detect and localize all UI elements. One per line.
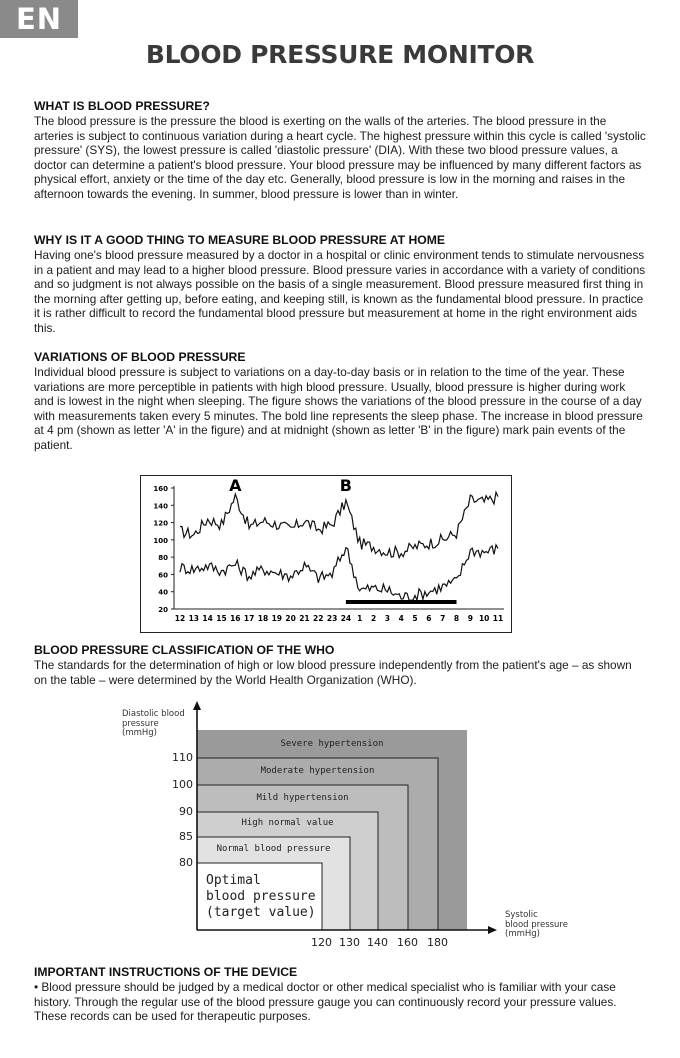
x-tick-label: 14	[202, 614, 213, 623]
y-tick-label: 20	[158, 606, 168, 614]
x-tick-label: 1	[357, 614, 363, 623]
x-tick-label: 19	[271, 614, 283, 623]
x-caption-line: blood pressure	[505, 919, 568, 930]
x-tick-label: 5	[412, 614, 418, 623]
section-body: • Blood pressure should be judged by a medical doctor or other medical specialist who is familiar with your case history. Through the regular use of the blood pressure gauge you can continuously record your pressure values. These records can be used for therapeutic purposes.	[34, 980, 617, 1024]
x-tick-label: 4	[398, 614, 404, 623]
y-caption-line: Diastolic blood	[122, 709, 185, 719]
x-axis-caption	[505, 911, 568, 940]
optimal-label	[206, 873, 316, 921]
event-marker-B: B	[339, 476, 353, 495]
y-tick-label: 100	[153, 536, 168, 545]
who-x-tick-label: 130	[339, 936, 360, 949]
y-tick-label: 40	[158, 588, 168, 597]
x-caption-line: (mmHg)	[505, 929, 540, 939]
who-y-tick-label: 85	[179, 830, 193, 843]
who-x-tick-label: 140	[367, 936, 388, 949]
x-tick-label: 15	[216, 614, 227, 623]
optimal-label-line: (target value)	[206, 905, 316, 920]
x-tick-label: 10	[478, 614, 490, 623]
section-heading: VARIATIONS OF BLOOD PRESSURE	[34, 350, 246, 364]
daily-bp-chart-svg	[140, 475, 512, 633]
x-axis-arrow	[488, 926, 497, 934]
y-tick-label: 80	[158, 554, 168, 563]
x-tick-label: 6	[426, 614, 432, 623]
y-caption-line: (mmHg)	[122, 728, 157, 738]
y-tick-label: 120	[153, 519, 168, 528]
event-marker-A: A	[229, 476, 242, 495]
section-heading: BLOOD PRESSURE CLASSIFICATION OF THE WHO	[34, 643, 335, 657]
x-tick-label: 17	[243, 614, 255, 623]
section-heading: IMPORTANT INSTRUCTIONS OF THE DEVICE	[34, 965, 298, 979]
x-tick-label: 22	[313, 614, 324, 623]
who-x-tick-label: 120	[311, 936, 332, 949]
who-band-label: High normal value	[241, 818, 334, 828]
who-classification-chart	[115, 700, 600, 950]
y-axis-arrow	[193, 701, 201, 710]
x-tick-label: 7	[440, 614, 446, 623]
x-tick-label: 20	[285, 614, 296, 623]
section-heading: WHAT IS BLOOD PRESSURE?	[34, 99, 210, 113]
x-tick-label: 3	[384, 614, 391, 623]
who-band-label: Moderate hypertension	[260, 766, 375, 776]
section-what-is-bp	[34, 99, 646, 202]
who-y-tick-label: 80	[179, 856, 193, 869]
who-band-label: Severe hypertension	[280, 739, 384, 749]
who-x-tick-label: 180	[427, 936, 448, 949]
who-y-tick-label: 100	[172, 778, 193, 791]
who-x-tick-label: 160	[397, 936, 418, 949]
section-body: The blood pressure is the pressure the blood is exerting on the walls of the arteries. The blood pressure in the arteries is subject to continuous variation during a heart cycle. The highest pressure within this cycle is called 'systolic pressure' (SYS), the lowest pressure is called 'diastolic pressure' (DIA). With these two blood pressure values, a doctor can determine a patient's blood pressure. Your blood pressure may be influenced by many different factors as physical effort, anxiety or the time of the day etc. Generally, blood pressure is low in the morning and raises in the afternoon towards the evening. In summer, blood pressure is lower than in winter.	[34, 114, 646, 201]
section-body: The standards for the determination of high or low blood pressure independently from the patient's age – as shown on the table – were determined by the World Health Organization (WHO).	[34, 658, 632, 687]
section-variations	[34, 350, 646, 453]
x-tick-label: 18	[257, 614, 269, 623]
section-important-instructions	[34, 965, 646, 1024]
y-tick-label: 60	[158, 571, 168, 580]
x-tick-label: 2	[370, 614, 377, 623]
section-who-classification	[34, 643, 646, 687]
y-axis-caption	[122, 710, 185, 739]
section-body: Individual blood pressure is subject to variations on a day-to-day basis or in relation to the time of the year. These variations are more perceptible in patients with high blood pressure. Usually, blood pressure is higher during work and is lowest in the night when sleeping. The figure shows the variations of the blood pressure in the course of a day with measurements taken every 5 minutes. The bold line represents the sleep phase. The increase in blood pressure at 4 pm (shown as letter 'A' in the figure) and at midnight (shown as letter 'B' in the figure) mark pain events of the patient.	[34, 365, 643, 452]
optimal-label-line: blood pressure	[206, 889, 316, 904]
x-tick-label: 12	[174, 614, 186, 623]
x-tick-label: 21	[299, 614, 310, 623]
y-tick-label: 140	[153, 502, 168, 511]
x-tick-label: 8	[453, 614, 460, 623]
who-y-tick-label: 110	[172, 751, 193, 764]
language-tab: EN	[0, 0, 78, 38]
y-tick-label: 160	[153, 485, 168, 493]
section-why-measure-home	[34, 233, 646, 336]
x-tick-label: 23	[326, 614, 338, 623]
x-caption-line: Systolic	[505, 910, 538, 920]
x-tick-label: 24	[340, 614, 352, 623]
x-tick-label: 9	[467, 614, 473, 623]
daily-bp-chart	[140, 475, 512, 633]
section-body: Having one's blood pressure measured by a doctor in a hospital or clinic environment tends to stimulate nervousness in a patient and may lead to a higher blood pressure. Blood pressure varies in accordance with a variety of conditions and so judgment is not always possible on the basis of a single measurement. Blood pressure measured first thing in the morning after getting up, before eating, and keeping still, is known as the fundamental blood pressure. In practice it is rather difficult to record the fundamental blood pressure but measurement at home in the right environment aids this.	[34, 248, 646, 335]
optimal-label-line: Optimal	[206, 873, 261, 888]
who-band-label: Normal blood pressure	[216, 844, 331, 854]
y-caption-line: pressure	[122, 718, 159, 729]
x-tick-label: 11	[492, 614, 504, 623]
section-heading: WHY IS IT A GOOD THING TO MEASURE BLOOD PRESSURE AT HOME	[34, 233, 446, 247]
x-tick-label: 16	[230, 614, 241, 623]
x-tick-label: 13	[188, 614, 200, 623]
page-title: BLOOD PRESSURE MONITOR	[145, 40, 535, 69]
who-band-label: Mild hypertension	[256, 793, 349, 803]
who-y-tick-label: 90	[179, 805, 193, 818]
